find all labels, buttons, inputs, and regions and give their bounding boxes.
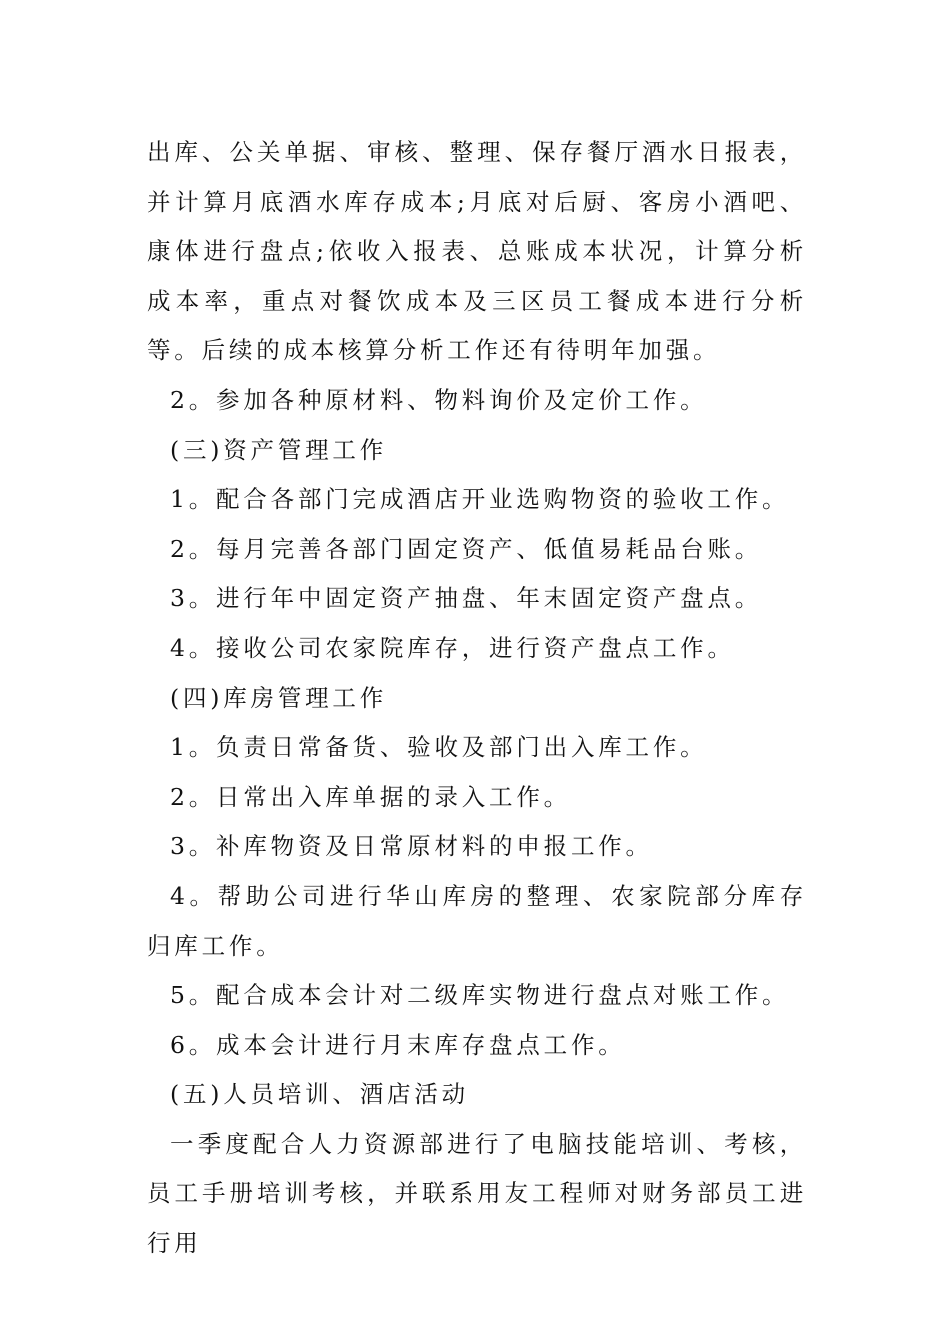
- paragraph-item-2-pricing: 2。参加各种原材料、物料询价及定价工作。: [170, 385, 708, 414]
- paragraph-warehouse-item-3: 3。补库物资及日常原材料的申报工作。: [170, 832, 653, 861]
- paragraph-asset-item-1: 1。配合各部门完成酒店开业选购物资的验收工作。: [170, 485, 790, 514]
- paragraph-warehouse-item-5: 5。配合成本会计对二级库实物进行盘点对账工作。: [170, 981, 790, 1010]
- paragraph-asset-item-4: 4。接收公司农家院库存，进行资产盘点工作。: [170, 633, 735, 662]
- paragraph-warehouse-item-6: 6。成本会计进行月末库存盘点工作。: [170, 1030, 626, 1059]
- paragraph-cost-accounting: 出库、公关单据、审核、整理、保存餐厅酒水日报表，并计算月底酒水库存成本;月底对后厨、客房小酒吧、康体进行盘点;依收入报表、总账成本状况，计算分析成本率，重点对餐饮成本及三区员工餐成本进行分析等。后续的成本核算分析工作还有待明年加强。: [147, 138, 807, 365]
- section-heading-training-activities: (五)人员培训、酒店活动: [170, 1080, 469, 1109]
- paragraph-asset-item-2: 2。每月完善各部门固定资产、低值易耗品台账。: [170, 534, 763, 563]
- paragraph-training-description: 一季度配合人力资源部进行了电脑技能培训、考核，员工手册培训考核，并联系用友工程师对财务部员工进行用: [147, 1129, 807, 1258]
- section-heading-warehouse-management: (四)库房管理工作: [170, 683, 388, 712]
- paragraph-warehouse-item-1: 1。负责日常备货、验收及部门出入库工作。: [170, 733, 708, 762]
- paragraph-warehouse-item-2: 2。日常出入库单据的录入工作。: [170, 782, 571, 811]
- paragraph-warehouse-item-4: 4。帮助公司进行华山库房的整理、农家院部分库存归库工作。: [147, 881, 807, 960]
- section-heading-asset-management: (三)资产管理工作: [170, 435, 388, 464]
- paragraph-asset-item-3: 3。进行年中固定资产抽盘、年末固定资产盘点。: [170, 584, 763, 613]
- document-body: [147, 128, 807, 1269]
